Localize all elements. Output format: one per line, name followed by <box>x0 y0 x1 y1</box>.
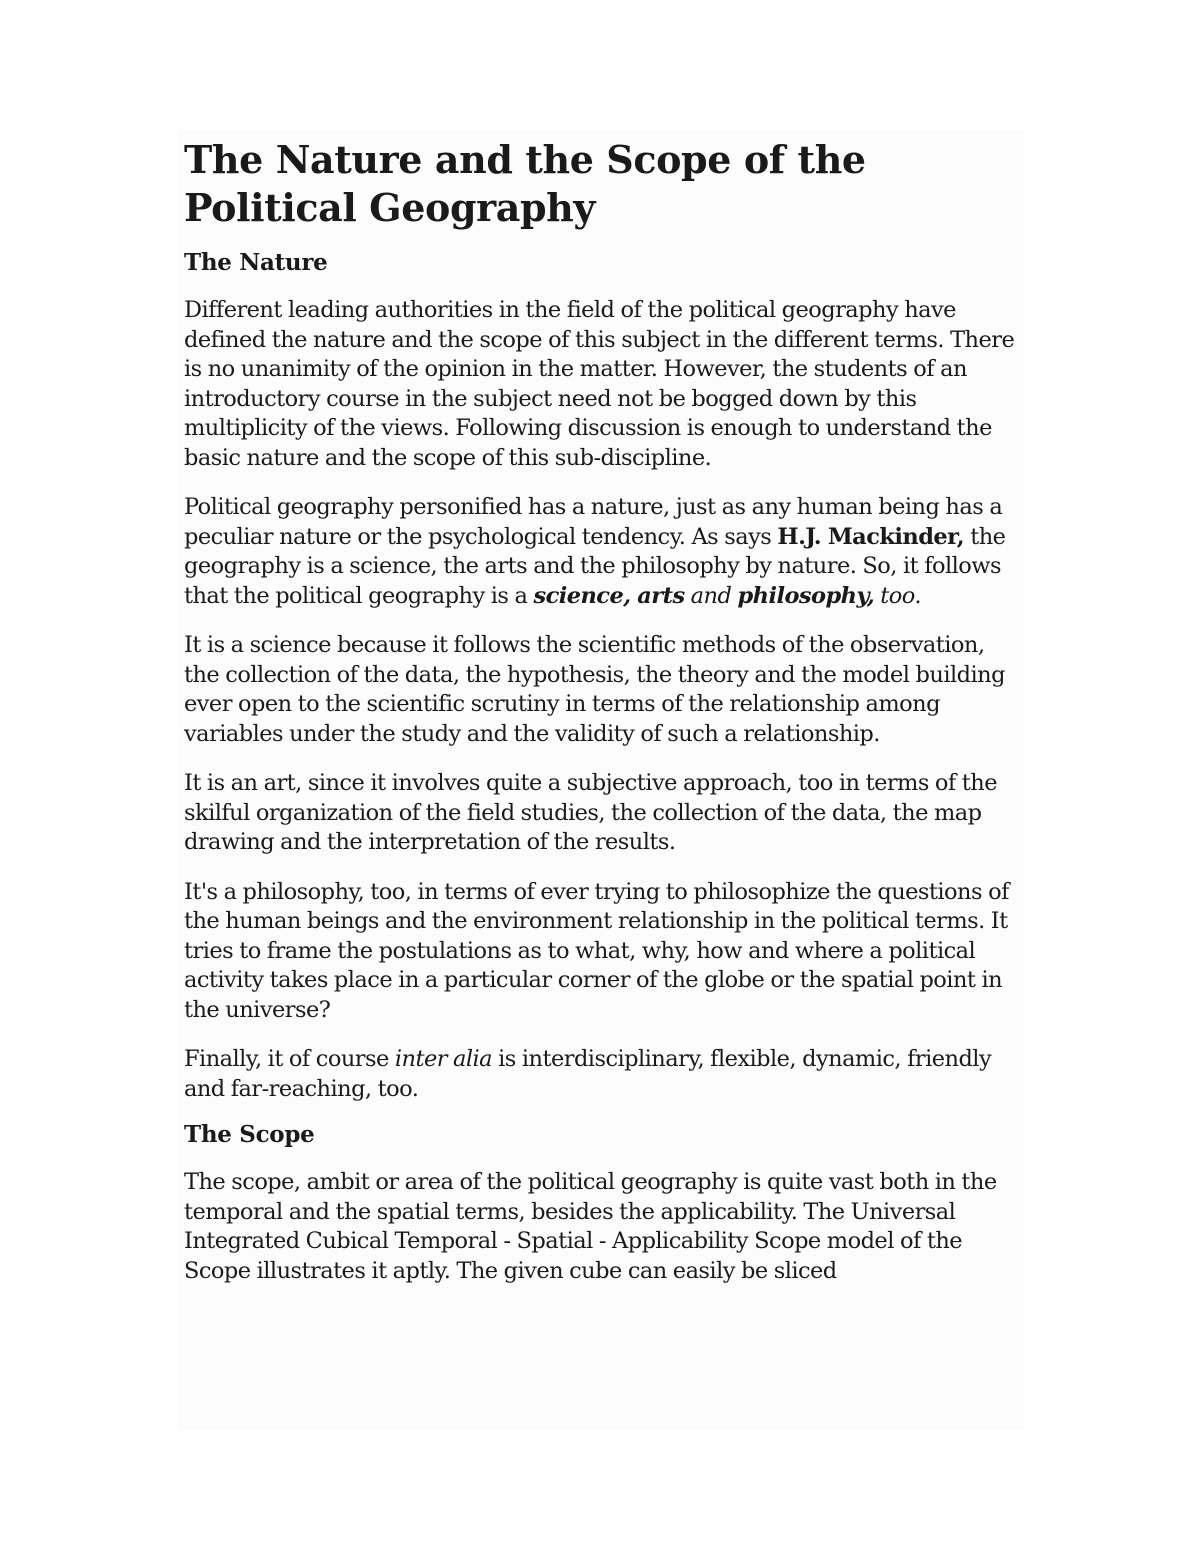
italic-latin-phrase: inter alia <box>394 1046 493 1072</box>
article-body <box>178 130 1024 1430</box>
text-run: is interdisciplinary, flexible, dynamic, friendly and far-reaching, too. <box>184 1046 992 1102</box>
italic-text-run: and <box>684 582 738 609</box>
bold-italic-term: science, arts <box>533 582 685 609</box>
section-heading-nature: The Nature <box>184 249 328 276</box>
paragraph: Different leading authorities in the field of the political geography have defined the nature and the scope of this subject in the different terms. There is no unanimity of the opinion in the matter. However, the students of an introductory course in the subject need not be bogged down by this multiplicity of the views. Following discussion is enough to understand the basic nature and the scope of this sub-discipline. <box>184 297 1015 471</box>
text-run: the geography is a science, the arts and the philosophy by nature. So, it follows that the political geography is a <box>184 523 1006 609</box>
paragraph: It is an art, since it involves quite a subjective approach, too in terms of the skilful organization of the field studies, the collection of the data, the map drawing and the interpretation of the results. <box>184 770 998 855</box>
paragraph <box>184 1045 1020 1104</box>
paragraph: It is a science because it follows the scientific methods of the observation, the collection of the data, the hypothesis, the theory and the model building ever open to the scientific scrutiny in terms of the relationship among variables under the study and the validity of such a relationship. <box>184 632 1005 747</box>
bold-italic-term: philosophy, <box>737 582 875 609</box>
paragraph: It's a philosophy, too, in terms of ever trying to philosophize the questions of the human beings and the environment relationship in the political terms. It tries to frame the postulations as to what, why, how and where a political activity takes place in a particular corner of the globe or the spatial point in the universe? <box>184 878 1009 1023</box>
section-heading-scope: The Scope <box>184 1121 315 1148</box>
bold-author-name: H.J. Mackinder, <box>777 523 965 550</box>
document-title: The Nature and the Scope of the Political Geography <box>184 137 866 230</box>
text-run: Political geography personified has a nature, just as any human being has a peculiar nature or the psychological tendency. As says <box>184 494 1003 550</box>
text-run: Finally, it of course <box>184 1046 395 1072</box>
paragraph-mackinder <box>184 493 1020 611</box>
article-text-column <box>184 130 1020 1286</box>
paragraph: The scope, ambit or area of the political geography is quite vast both in the temporal and the spatial terms, besides the applicability. The Universal Integrated Cubical Temporal - Spatial - Applicability Scope model of the Scope illustrates it aptly. The given cube can easily be sliced <box>184 1169 997 1284</box>
italic-text-run: too. <box>874 582 921 609</box>
